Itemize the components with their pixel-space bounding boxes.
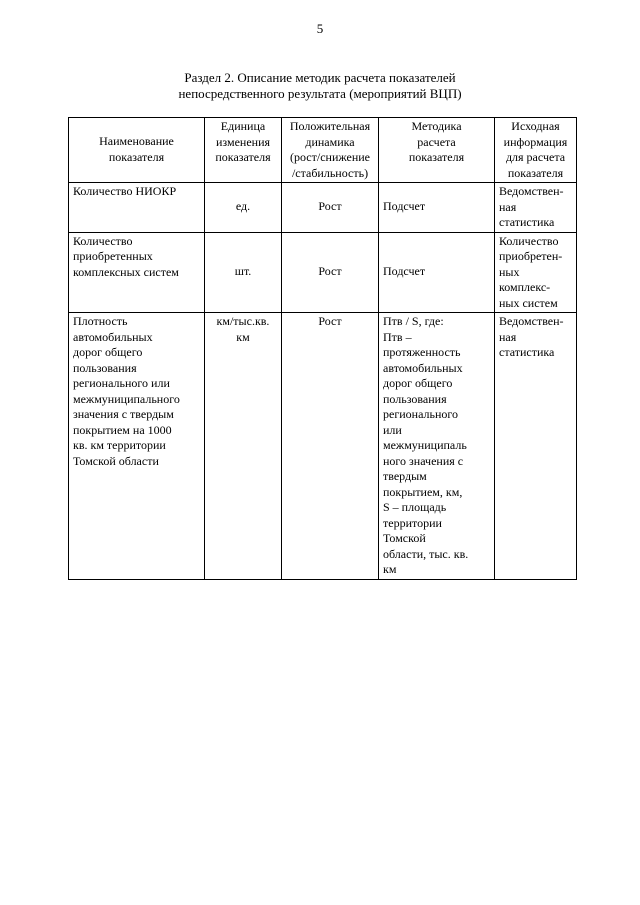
cell-name: Плотность автомобильных дорог общего пользования регионального или межмуниципального значения с твердым покрытием на 1000 кв. км территории Томской области [69, 313, 205, 580]
cell-method: Подсчет [379, 232, 495, 313]
cell-name: Количество приобретенных комплексных систем [69, 232, 205, 313]
table-row [69, 232, 577, 313]
cell-method: Подсчет [379, 183, 495, 233]
cell-name: Количество НИОКР [69, 183, 205, 233]
table-row [69, 183, 577, 233]
page-number: 5 [316, 21, 324, 36]
section-title [0, 70, 640, 102]
cell-method: Птв / S, где: Птв – протяженность автомобильных дорог общего пользования регионального или межмуниципаль ного значения с твердым покрытием, км, S – площадь территории Томской области, тыс. кв. км [379, 313, 495, 580]
header-unit: Единица изменения показателя [205, 118, 282, 183]
cell-source: Количество приобретен- ных комплекс- ных систем [495, 232, 577, 313]
cell-unit: ед. [205, 183, 282, 233]
header-source: Исходная информация для расчета показателя [495, 118, 577, 183]
header-method: Методика расчета показателя [379, 118, 495, 183]
table-row [69, 313, 577, 580]
section-title-line-1: Раздел 2. Описание методик расчета показателей [184, 70, 456, 85]
header-indicator-name: Наименование показателя [69, 118, 205, 183]
cell-source: Ведомствен- ная статистика [495, 313, 577, 580]
section-title-line-2: непосредственного результата (мероприятий ВЦП) [178, 86, 462, 101]
cell-unit: км/тыс.кв. км [205, 313, 282, 580]
header-dynamics: Положительная динамика (рост/снижение /стабильность) [282, 118, 379, 183]
cell-source: Ведомствен- ная статистика [495, 183, 577, 233]
indicators-table [68, 117, 577, 580]
cell-unit: шт. [205, 232, 282, 313]
cell-dynamics: Рост [282, 183, 379, 233]
cell-dynamics: Рост [282, 313, 379, 580]
table-header-row [69, 118, 577, 183]
cell-dynamics: Рост [282, 232, 379, 313]
